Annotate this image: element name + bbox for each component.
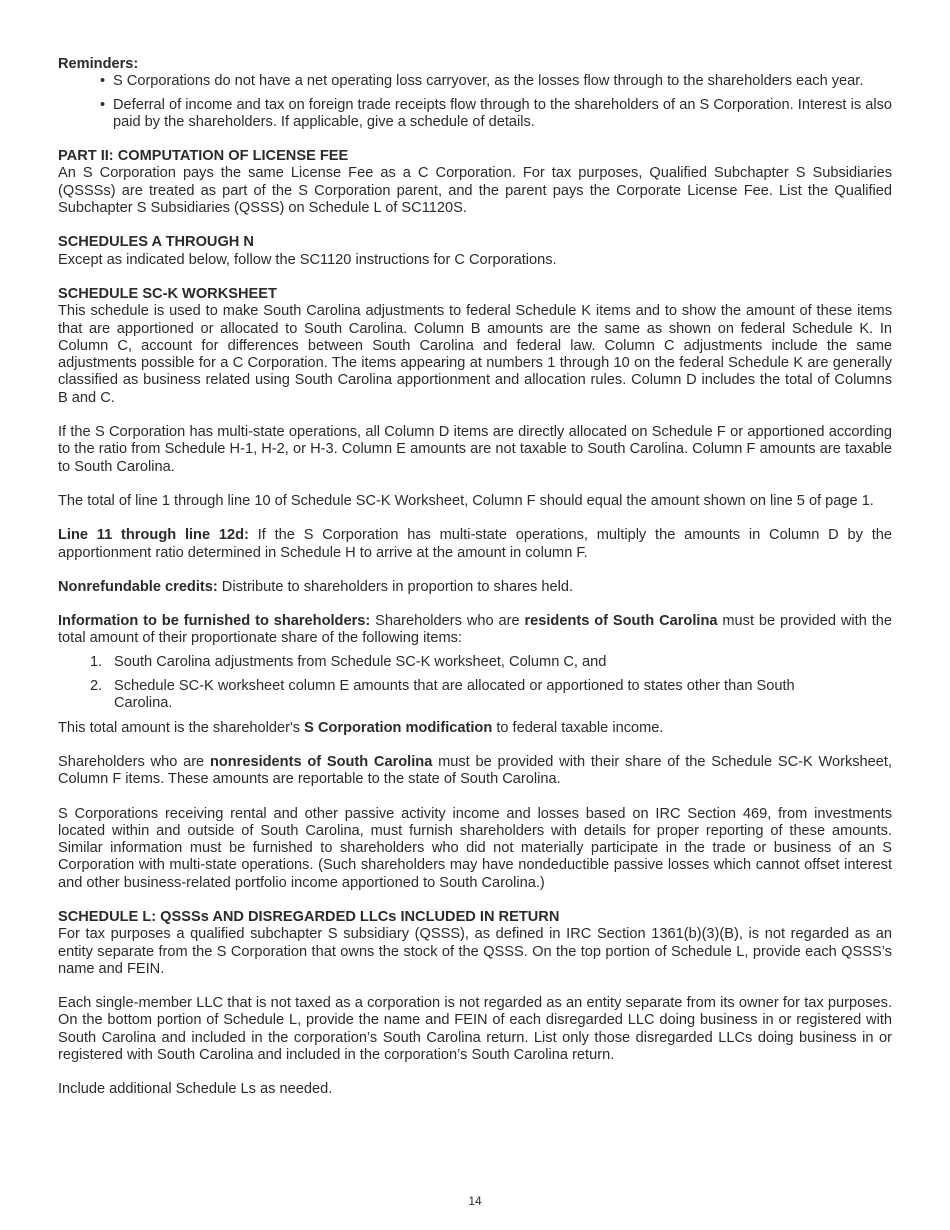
info-label: Information to be furnished to shareholders: <box>58 613 371 630</box>
part2-text: An S Corporation pays the same License Fee as a C Corporation. For tax purposes, Qualified Subchapter S Subsidiaries (QSSSs) are treated as part of the S Corporation parent, and the parent pays the Corporate License Fee. List the Qualified Subchapter S Subsidiaries (QSSS) on Schedule L of SC1120S. <box>58 165 892 217</box>
sck-paragraph-1: This schedule is used to make South Carolina adjustments to federal Schedule K items and to show the amount of these items that are apportioned or allocated to South Carolina. Column B amounts are the same as shown on federal Schedule K. In Column C, account for differences between South Carolina and federal law. Column C adjustments include the same adjustments possible for a C Corporation. The items appearing at numbers 1 through 10 on the federal Schedule K are generally classified as business related using South Carolina apportionment and allocation rules. Column D includes the total of Columns B and C. <box>58 303 892 406</box>
total-paragraph: This total amount is the shareholder's S Corporation modification to federal taxable income. <box>58 719 664 736</box>
page-number: 14 <box>468 1194 482 1208</box>
credits-label: Nonrefundable credits: <box>58 578 218 595</box>
schedules-a-n-heading: SCHEDULES A THROUGH N <box>58 234 254 251</box>
list-item: 2. Schedule SC-K worksheet column E amounts that are allocated or apportioned to states other than South Carolina. <box>90 678 795 712</box>
part2-heading: PART II: COMPUTATION OF LICENSE FEE <box>58 148 349 165</box>
bullet-icon: • <box>100 96 106 113</box>
schedule-l-heading: SCHEDULE L: QSSSs AND DISREGARDED LLCs INCLUDED IN RETURN <box>58 908 560 925</box>
shareholder-items-list <box>58 654 892 713</box>
passive-paragraph: S Corporations receiving rental and other passive activity income and losses based on IRC Section 469, from investments located within and outside of South Carolina, must furnish shareholders with details for proper reporting of these amounts. Similar information must be furnished to shareholders who did not materially participate in the trade or business of an S Corporation with multi-state operations. (Such shareholders may have nondeductible passive losses which cannot offset interest and other business-related portfolio income apportioned to South Carolina.) <box>58 805 892 891</box>
line11-label: Line 11 through line 12d: <box>58 527 249 544</box>
schedule-l-paragraph-3: Include additional Schedule Ls as needed. <box>58 1081 333 1098</box>
nonresidents-paragraph: Shareholders who are nonresidents of South Carolina must be provided with their share of the Schedule SC-K Worksheet, Column F items. These amounts are reportable to the state of South Carolina. <box>58 753 892 788</box>
line11-paragraph: Line 11 through line 12d: If the S Corporation has multi-state operations, multiply the amounts in Column D by the apportionment ratio determined in Schedule H to arrive at the amount in column F. <box>58 527 892 561</box>
reminders-list <box>58 73 892 131</box>
schedules-a-n-text: Except as indicated below, follow the SC1120 instructions for C Corporations. <box>58 251 557 268</box>
schedule-l-paragraph-2: Each single-member LLC that is not taxed as a corporation is not regarded as an entity separate from its owner for tax purposes. On the bottom portion of Schedule L, provide the name and FEIN of each disregarded LLC doing business in or registered with South Carolina and included in the corporation’s South Carolina return. List only those disregarded LLCs doing business in or registered with South Carolina and included in the corporation’s South Carolina return. <box>58 995 892 1064</box>
reminders-heading: Reminders: <box>58 56 139 72</box>
sck-heading: SCHEDULE SC-K WORKSHEET <box>58 285 277 302</box>
list-item: 1. South Carolina adjustments from Schedule SC-K worksheet, Column C, and <box>90 653 607 670</box>
schedule-l-paragraph-1: For tax purposes a qualified subchapter S subsidiary (QSSS), as defined in IRC Section 1361(b)(3)(B), is not regarded as an entity separate from the S Corporation that owns the stock of the QSSS. On the top portion of Schedule L, provide each QSSS’s name and FEIN. <box>58 926 892 977</box>
sck-paragraph-2: If the S Corporation has multi-state operations, all Column D items are directly allocated on Schedule F or apportioned according to the ratio from Schedule H-1, H-2, or H-3. Column E amounts are not taxable to South Carolina. Column F amounts are taxable to South Carolina. <box>58 424 892 475</box>
credits-paragraph: Nonrefundable credits: Distribute to shareholders in proportion to shares held. <box>58 578 574 595</box>
sck-paragraph-3: The total of line 1 through line 10 of Schedule SC-K Worksheet, Column F should equal the amount shown on line 5 of page 1. <box>58 492 874 509</box>
list-item: • Deferral of income and tax on foreign trade receipts flow through to the shareholders of an S Corporation. Interest is also paid by the shareholders. If applicable, give a schedule of details. <box>100 96 892 130</box>
info-paragraph: Information to be furnished to shareholders: Shareholders who are residents of South Carolina must be provided with the total amount of their proportionate share of the following items: <box>58 613 892 647</box>
bullet-icon: • <box>100 73 106 90</box>
instructions-page <box>58 56 892 1099</box>
list-item: • S Corporations do not have a net operating loss carryover, as the losses flow through to the shareholders each year. <box>100 73 864 90</box>
